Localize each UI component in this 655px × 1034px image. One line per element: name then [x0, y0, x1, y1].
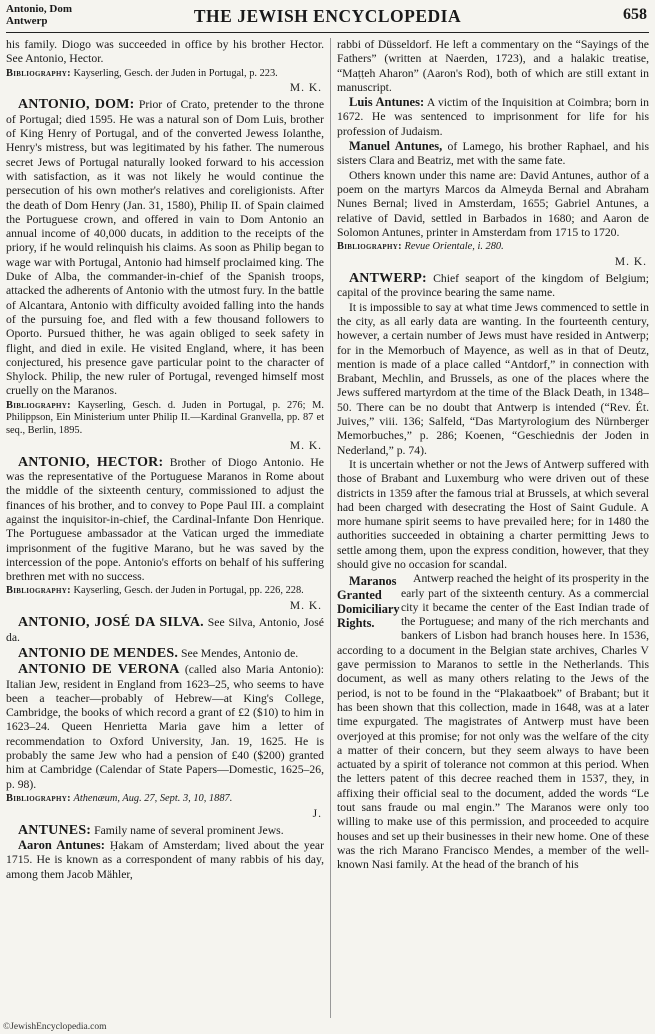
bibliography-label: Bibliography:: [6, 585, 71, 597]
author-signature: M. K.: [614, 255, 647, 268]
left-column: [6, 38, 324, 1022]
bibliography: [6, 585, 324, 598]
subentry-body: Ḥakam of Amsterdam; lived about the year 1715. He is known as a correspondent of many rabbis of his day, among them Jacob Mähler,: [6, 839, 324, 881]
author-signature: J.: [312, 807, 322, 820]
author-signature: M. K.: [289, 82, 322, 95]
bibliography: [6, 793, 324, 806]
bibliography-text: Kayserling, Gesch. der Juden in Portugal, p. 223.: [73, 67, 278, 79]
article-antonio-de-mendes: [6, 647, 324, 661]
article-body: Antwerp reached the height of its prosperity in the early part of the sixteenth century. As a commercial city it became the center of the East Indian trade of the Portuguese; and many of the rich merchants and bankers of Lisbon had branch houses here. In 1536, according to a document in the Belgian state archives, Charles V gave permission to Maranos to settle in the Netherlands. This document, as well as many others relating to the Jews of the period, is not to be found in the “Plakaatboek” of Brabant; but it has been shown that this collection, made in 1648, was at a later time expurgated. The magistrates of Antwerp must have been overjoyed at this promise; for not only was the welfare of the city a matter of their concern, but they seem always to have been actuated by a spirit of tolerance not common at this period. When the letters patent of this decree reached them in 1537, they, in affixing their official seal to the document, added the words “Le tout sans fraude ou mal engin.” The Maranos were only too willing to make use of this permission, and proceeded to acquire houses and set up their businesses in their new home. One of these was the rich Marano Francisco Mendes, a member of the well-known Nasi family. At the head of the branch of his: [337, 572, 649, 872]
subentry-body: A victim of the Inquisition at Coimbra; born in 1672. He was sentenced to imprisonment for life for his profession of Judaism.: [337, 96, 649, 138]
article-body: Prior of Crato, pretender to the throne of Portugal; died 1595. He was a natural son of Dom Luis, brother of King Henry of Portugal, and of the converted Jewess Iolanthe, Henry's mistress, but was legitimated by his father. The numerous secret Jews of Portugal naturally looked forward to his accession with satisfaction, as it was not likely he would continue the persecution of his own mother's relatives and coreligionists. After the death of Dom Henry (Jan. 31, 1580), Philip II. of Spain claimed the Portuguese crown, and offered in vain to Dom Antonio an annual income of 40,000 ducats, in addition to the receipts of the priory, if he would relinquish his claims. As soon as Philip began to wage war with Portugal, Antonio had himself proclaimed king. The Duke of Alba, the commander-in-chief of the Spanish troops, attacked the adherents of Antonio with the utmost fury. In the battle of Alcantara, Antonio with difficulty avoided falling into the hands of the pursuing foe, and fled with a few thousand followers to Oporto. Pursued thither, he was again obliged to seek safety in flight, and died in exile. He visited England, where, it has been conjectured, his presence gave particular point to the character of Shylock. Philip, the new ruler of Portugal, revenged himself most cruelly on the Maranos.: [6, 98, 324, 398]
column-divider: [330, 38, 331, 1018]
subentry-body: of Lamego, his brother Raphael, and his sisters Clara and Beatriz, met with the same fate.: [337, 140, 649, 168]
article-antonio-dom: [6, 98, 324, 398]
page-number: 658: [623, 6, 647, 23]
bibliography-text: Kayserling, Gesch. der Juden in Portugal, pp. 226, 228.: [73, 585, 304, 597]
article-antonio-jose: [6, 616, 324, 645]
headword: ANTWERP:: [349, 271, 427, 287]
right-column: [337, 38, 649, 1022]
bibliography-label: Bibliography:: [6, 67, 71, 79]
bibliography: [337, 241, 649, 254]
headword: ANTONIO, JOSÉ DA SILVA.: [18, 615, 204, 631]
article-body: Brother of Diogo Antonio. He was the representative of the Portuguese Maranos in Rome about the middle of the sixteenth century, commissioned to adjust the finances of his brother, and to convey to Pope Paul III. a complaint against the inquisitor-in-chief, the Cardinal-Infante Don Henrique. The Portuguese ambassador at the Vatican urged the immediate imprisonment of the fugitive Marano, but he was saved by the intercession of the pope. Antonio's efforts on behalf of his suffering brethren met with no success.: [6, 455, 324, 584]
page-header: [6, 2, 649, 33]
others-paragraph: Others known under this name are: David Antunes, author of a poem on the martyrs Marcos da Almeyda Bernal and Abraham Nunes Bernal; lived in Amsterdam, 1655; Gabriel Antunes, a relative of David, settled in Barbados in 1680; and Aaron de Solomon Antunes, printer in Amsterdam from 1715 to 1720.: [337, 168, 649, 239]
cross-reference: See Mendes, Antonio de.: [181, 646, 299, 660]
article-paragraph: It is impossible to say at what time Jews commenced to settle in the city, as all early data are wanting. In the fourteenth century, however, a certain number of Jews must have resided in Antwerp; for in the Memorbuch of Mayence, as well as in that of Deutz, mention is made of a place called “Antdorf,” in connection with Brabant, Mechlin, and Brussels, as one of the places where the Jews suffered martyrdom at the time of the Black Death, in 1348–50. There can be no doubt that Antwerp is intended (“Rev. Ét. Juives,” viii. 136; Salfeld, “Das Martyrologium des Nürnberger Memorbuches,” p. 286; Koenen, “Geschiednis der Joden in Nederland,” p. 74).: [337, 300, 649, 457]
subentry-luis-antunes: [337, 95, 649, 139]
article-paragraph: It is uncertain whether or not the Jews of Antwerp suffered with those of Brabant and Luxemburg who were driven out of these districts in 1359 after the famous trial at Brussels, at which several had been charged with desecrating the Host of Saint Gudule. A more humane spirit seems to have prevailed here; for in 1480 the authorities succeeded in obtaining a charter permitting Jews to settle among them, upon the express condition, however, that they should give no occasion for scandal.: [337, 457, 649, 571]
article-antwerp: [337, 272, 649, 301]
bibliography-label: Bibliography:: [6, 792, 71, 804]
headword: ANTONIO, HECTOR:: [18, 454, 164, 470]
subentry-aaron-antunes: [6, 838, 324, 882]
headword: ANTONIO DE MENDES.: [18, 645, 179, 661]
bibliography: [6, 400, 324, 438]
bibliography-text: Kayserling, Gesch. d. Juden in Portugal, p. 276; M. Philippson, Ein Ministerium unter Philip II.—Kardinal Granvella, pp. 87 et seq., Berlin, 1895.: [6, 399, 324, 436]
headword: ANTUNES:: [18, 822, 92, 838]
author-signature: M. K.: [289, 600, 322, 613]
running-head-line2: Antwerp: [6, 15, 48, 27]
article-body: Chief seaport of the kingdom of Belgium; capital of the province bearing the same name.: [337, 272, 649, 300]
article-paragraph: [337, 572, 649, 872]
copyright-footer: ©JewishEncyclopedia.com: [3, 1022, 107, 1032]
article-antonio-de-verona: [6, 663, 324, 792]
subentry-name: Aaron Antunes:: [18, 838, 105, 853]
subentry-manuel-antunes: [337, 139, 649, 169]
bibliography-label: Bibliography:: [337, 241, 402, 253]
margin-sidenote: Maranos Granted Domiciliary Rights.: [337, 574, 400, 631]
article-antonio-hector: [6, 456, 324, 585]
headword: ANTONIO, DOM:: [18, 97, 135, 113]
continued-text: rabbi of Düsseldorf. He left a commentary on the “Sayings of the Fathers” (written at Naerden, 1723), and a halakic treatise, “Maṭṭeh Aharon” (Aaron's Rod), both of which are still extant in manuscript.: [337, 38, 649, 94]
bibliography-text: Athenæum, Aug. 27, Sept. 3, 10, 1887.: [73, 792, 233, 804]
article-body: (called also Maria Antonio): Italian Jew, resident in England from 1623–25, who seems to have been a teacher—probably of Hebrew—at King's College, Cambridge, the books of which record a grant of £2 ($10) to him in 1623–24. Queen Henrietta Maria gave him a letter of recommendation to Oxford University, Jan. 19, 1625. He is probably the same Jew who had a pension of £40 ($200) granted him at Cambridge (Calendar of State Papers—Domestic, 1625–26, p. 98).: [6, 663, 324, 791]
running-head-line1: Antonio, Dom: [6, 3, 73, 15]
headword: ANTONIO DE VERONA: [18, 662, 180, 678]
author-signature: M. K.: [289, 439, 322, 452]
encyclopedia-title: THE JEWISH ENCYCLOPEDIA: [193, 6, 462, 26]
subentry-name: Luis Antunes:: [349, 95, 425, 110]
continued-text: his family. Diogo was succeeded in office by his brother Hector. See Antonio, Hector.: [6, 38, 324, 66]
bibliography: [6, 68, 324, 81]
cross-reference: See Silva, Antonio, José da.: [6, 616, 324, 644]
article-antunes: [6, 824, 324, 838]
subentry-name: Manuel Antunes,: [349, 139, 443, 154]
bibliography-label: Bibliography:: [6, 399, 71, 411]
bibliography-text: Revue Orientale, i. 280.: [404, 241, 504, 253]
article-body: Family name of several prominent Jews.: [94, 823, 284, 837]
